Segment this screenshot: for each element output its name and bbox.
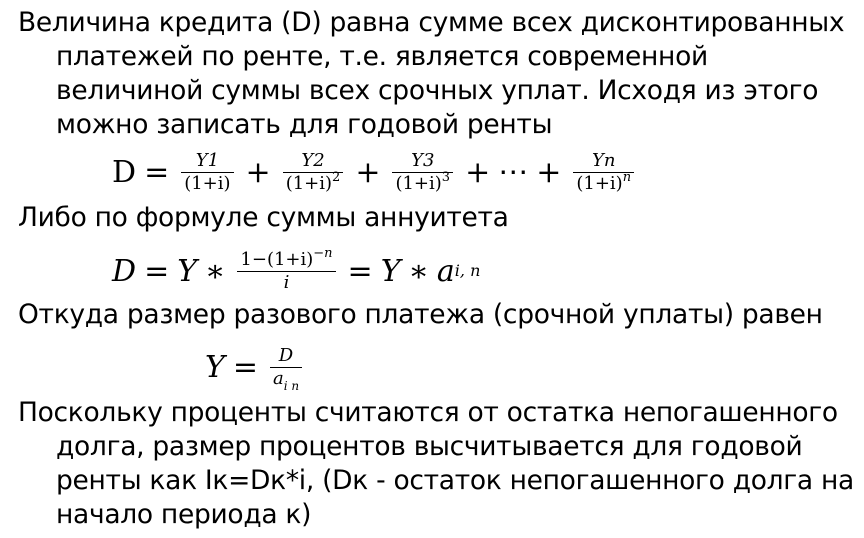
text-line: Поскольку проценты считаются от остатка непогашенного [18,397,838,428]
equals-sign: = [347,253,373,289]
term-denominator [181,173,233,195]
denominator-base: (1+i) [395,172,442,194]
multiply-sign: ∗ [205,253,226,289]
numerator-exponent: −n [313,245,333,261]
term-fraction [283,150,344,195]
term-fraction [392,150,453,195]
paragraph-interest [18,396,854,532]
term-numerator: Yn [591,149,616,171]
fraction-denominator [270,367,302,393]
denominator-base: (1+i) [576,172,623,194]
text-line: можно записать для годовой ренты [56,109,553,140]
annuity-factor-symbol: a [272,367,284,389]
paragraph-credit-value [18,6,844,142]
denominator-base: (1+i) [285,172,333,194]
formula-annuity-sum: D = Y ∗ $\frac{1-(1+i)^{-n}}{i}$ = Y ∗ a i, n [112,245,481,293]
text-line: Величина кредита (D) равна сумме всех дисконтированных [18,7,845,38]
multiply-sign: ∗ [408,253,429,289]
annuity-fraction [237,245,335,294]
term-numerator: Y2 [301,149,325,171]
numerator-base: 1−(1+i) [240,248,314,270]
term-denominator [392,169,453,195]
denominator-exponent: n [622,169,632,185]
plus-sign: + [355,154,381,190]
plus-sign: + [536,154,562,190]
term-fraction [181,150,233,195]
annuity-factor-index: i n [283,378,300,393]
payment-fraction [270,344,302,393]
text-line: платежей по ренте, т.е. является современной [56,41,708,72]
text-line: начало периода к) [56,499,312,530]
formula-lhs: Y [205,349,225,385]
term-denominator [573,169,634,195]
text-line: ренты как Iк=Dк*i, (Dк - остаток непогашенного долга на [56,465,854,496]
denominator-base: (1+i) [184,172,231,194]
formula-lhs: D [112,154,137,190]
equals-sign: = [144,154,170,190]
text-line: Откуда размер разового платежа (срочной уплаты) равен [18,299,823,330]
paragraph-annuity [18,201,509,235]
fraction-denominator: i [283,271,290,293]
annuity-factor-symbol: a [436,253,455,289]
term-numerator: Y1 [195,149,220,171]
denominator-exponent: 2 [332,169,341,185]
fraction-numerator: D [278,344,294,366]
ellipsis: ⋯ [498,154,529,190]
term-denominator [283,169,344,195]
fraction-numerator [237,245,335,271]
text-line: долга, размер процентов высчитывается для годовой [56,431,803,462]
term-fraction [573,150,634,195]
formula-discounted-sum [112,142,638,202]
text-line: Либо по формуле суммы аннуитета [18,202,509,233]
equals-sign: = [232,349,258,385]
payment-symbol: Y [380,253,401,289]
text-line: величиной суммы всех срочных уплат. Исходя из этого [56,75,819,106]
equals-sign: = [144,253,170,289]
plus-sign: + [465,154,491,190]
payment-symbol: Y [177,253,198,289]
plus-sign: + [245,154,271,190]
formula-lhs: D [112,253,137,289]
formula-payment [205,335,306,399]
term-numerator: Y3 [411,149,435,171]
paragraph-payment-size [18,298,823,332]
denominator-exponent: 3 [441,169,451,185]
